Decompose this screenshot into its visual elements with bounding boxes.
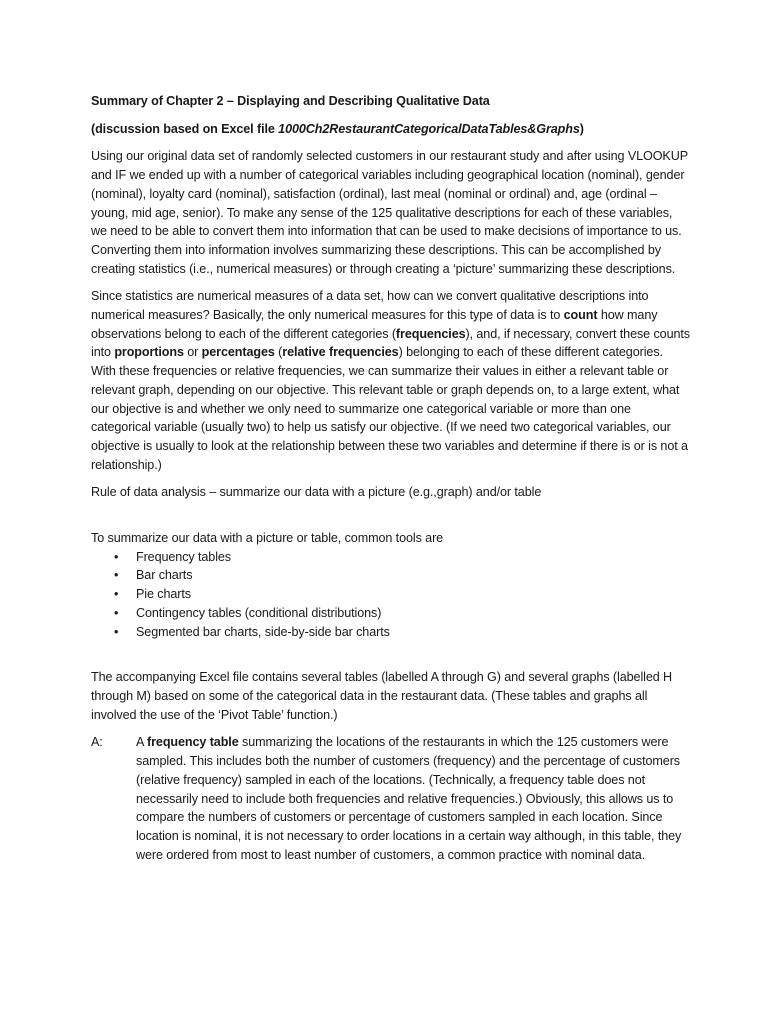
list-item-label: Contingency tables (conditional distributions) xyxy=(136,605,382,620)
bold-term-proportions: proportions xyxy=(114,345,184,360)
text-run: ), and, if necessary, convert these counts into xyxy=(91,326,690,360)
paragraph-statistics xyxy=(91,287,691,474)
spacer xyxy=(91,511,691,529)
bullet-icon: • xyxy=(114,568,119,583)
list-item xyxy=(91,566,691,585)
bullet-icon: • xyxy=(114,549,119,564)
item-a xyxy=(91,733,691,864)
list-item xyxy=(91,548,691,567)
subtitle-suffix: ) xyxy=(579,121,584,136)
item-a-body xyxy=(136,733,691,864)
bold-term-count: count xyxy=(563,308,598,323)
bold-term-relative-frequencies: relative frequencies xyxy=(282,345,399,360)
document-title: Summary of Chapter 2 – Displaying and Describing Qualitative Data xyxy=(91,94,490,108)
document-subtitle xyxy=(91,120,691,139)
bullet-icon: • xyxy=(114,605,119,620)
spacer xyxy=(91,650,691,668)
list-item-label: Frequency tables xyxy=(136,549,232,564)
paragraph-intro: Using our original data set of randomly selected customers in our restaurant study and after using VLOOKUP and IF we ended up with a number of categorical variables including geographical location (nominal), gender (nominal), loyalty card (nominal), satisfaction (ordinal), last meal (nominal or ordinal) and, age (ordinal – young, mid age, senior). To make any sense of the 125 qualitative descriptions for each of these variables, we need to be able to convert them into information that can be used to make decisions of importance to us. Converting them into information involves summarizing these descriptions. This can be accomplished by creating statistics (i.e., numerical measures) or through creating a ‘picture’ summarizing these descriptions. xyxy=(91,149,688,276)
document-page xyxy=(91,92,691,864)
tools-list xyxy=(91,548,691,642)
text-run: ) belonging to each of these different categories. With these frequencies or relative frequencies, we can summarize their values in either a relevant table or relevant graph, depending on our objective. This relevant table or graph depends on, to a large extent, what our objective is and whether we only need to summarize one categorical variable or more than one categorical variable (usually two) to help us satisfy our objective. (If we need two categorical variables, our objective is usually to look at the relationship between these two variables and determine if there is or is not a relationship.) xyxy=(91,345,688,472)
tools-intro: To summarize our data with a picture or table, common tools are xyxy=(91,531,444,546)
subtitle-filename: 1000Ch2RestaurantCategoricalDataTables&Graphs xyxy=(278,121,580,136)
text-run: Since statistics are numerical measures of a data set, how can we convert qualitative descriptions into numerical measures? Basically, the only numerical measures for this type of data is to xyxy=(91,289,649,323)
bullet-icon: • xyxy=(114,587,119,602)
list-item xyxy=(91,585,691,604)
text-run: or xyxy=(183,345,202,360)
list-item-label: Bar charts xyxy=(136,568,193,583)
text-run: how many observations belong to each of the different categories ( xyxy=(91,308,658,341)
bold-term-frequencies: frequencies xyxy=(395,326,466,341)
text-run: summarizing the locations of the restaurants in which the 125 customers were sampled. This includes both the number of customers (frequency) and the percentage of customers (relative frequency) sampled in each of the locations. (Technically, a frequency table does not necessarily need to include both frequencies and relative frequencies.) Obviously, this allows us to compare the numbers of customers or percentage of customers sampled in each location. Since location is nominal, it is not necessary to order locations in a certain way although, in this table, they were ordered from most to least number of customers, a common practice with nominal data. xyxy=(136,735,682,862)
list-item-label: Pie charts xyxy=(136,587,191,602)
text-run: ( xyxy=(274,345,283,360)
item-a-label: A: xyxy=(91,735,103,750)
bullet-icon: • xyxy=(114,624,119,639)
subtitle-prefix: (discussion based on Excel file xyxy=(91,121,279,136)
list-item-label: Segmented bar charts, side-by-side bar charts xyxy=(136,624,390,639)
bold-term-frequency-table: frequency table xyxy=(147,735,239,750)
bold-term-percentages: percentages xyxy=(201,345,275,360)
paragraph-excel-file: The accompanying Excel file contains several tables (labelled A through G) and several graphs (labelled H through M) based on some of the categorical data in the restaurant data. (These tables and graphs all involved the use of the ‘Pivot Table’ function.) xyxy=(91,670,673,722)
list-item xyxy=(91,623,691,642)
list-item xyxy=(91,604,691,623)
paragraph-rule: Rule of data analysis – summarize our data with a picture (e.g.,graph) and/or table xyxy=(91,485,542,500)
text-run: A xyxy=(136,735,148,750)
